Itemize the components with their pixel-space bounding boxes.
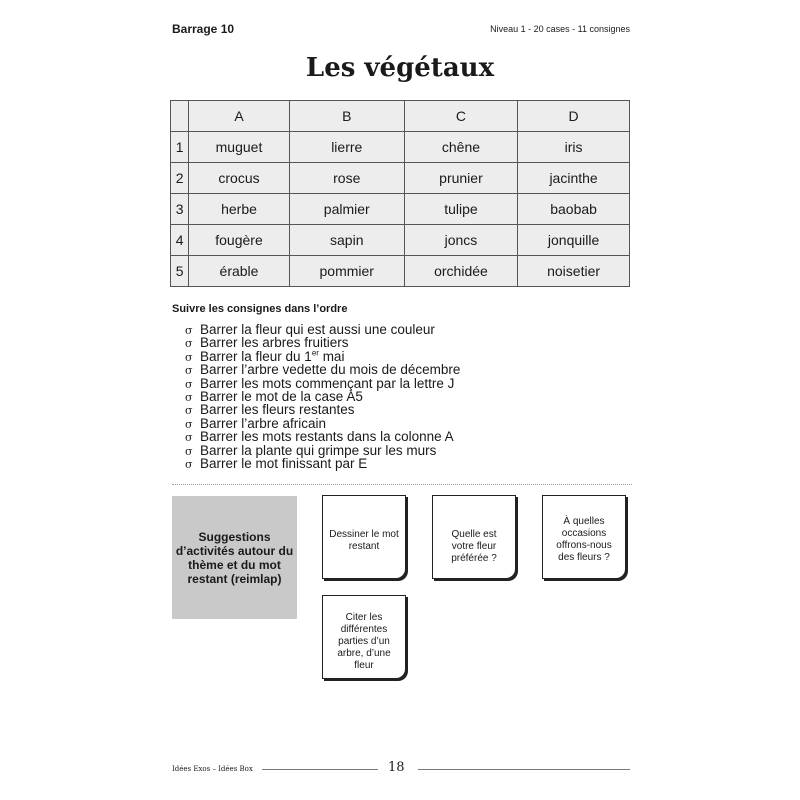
section-divider: [172, 484, 632, 485]
footer-rule-right: [418, 769, 630, 770]
grid-cell: prunier: [404, 163, 517, 194]
bullet-icon: σ: [185, 444, 193, 458]
instruction-text: Barrer la fleur qui est aussi une couleur: [200, 322, 435, 337]
grid-cell: fougère: [189, 225, 290, 256]
grid-cell: baobab: [518, 194, 630, 225]
grid-cell: sapin: [289, 225, 404, 256]
bullet-icon: σ: [185, 391, 193, 405]
grid-cell: chêne: [404, 132, 517, 163]
grid-row-header: 3: [171, 194, 189, 225]
instructions-title: Suivre les consignes dans l’ordre: [172, 303, 348, 315]
grid-column-header: C: [404, 101, 517, 132]
instruction-text: Barrer l’arbre vedette du mois de décembre: [200, 362, 461, 378]
grid-cell: tulipe: [404, 194, 517, 225]
bullet-icon: σ: [185, 417, 193, 431]
instruction-text: Barrer les arbres fruitiers: [200, 335, 349, 351]
bullet-icon: σ: [185, 350, 193, 364]
grid-row: [171, 163, 630, 194]
grid-cell: palmier: [289, 194, 404, 225]
page-number: 18: [388, 760, 405, 775]
activity-card: [322, 595, 406, 679]
grid-cell: pommier: [289, 256, 404, 287]
grid-cell: rose: [289, 163, 404, 194]
word-grid: [170, 100, 630, 287]
activity-card-text: À quelles occasions offrons-nous des fleurs ?: [556, 516, 612, 563]
grid-corner-cell: [171, 101, 189, 132]
bullet-icon: σ: [185, 404, 193, 418]
instruction-text-tail: mai: [318, 348, 345, 364]
grid-column-header: B: [289, 101, 404, 132]
footer-rule-left: [262, 769, 378, 770]
bullet-icon: σ: [185, 431, 193, 445]
instructions-list: [185, 324, 460, 471]
activity-card-text: Dessiner le mot restant: [329, 529, 399, 552]
footer-brand: Idées Exos – Idées Box: [172, 765, 253, 773]
activity-card-text: Quelle est votre fleur préférée ?: [451, 529, 497, 564]
grid-cell: muguet: [189, 132, 290, 163]
instruction-superscript: er: [311, 348, 319, 358]
instruction-text: Barrer le mot finissant par E: [200, 456, 368, 472]
instruction-text: Barrer les mots commençant par la lettre J: [200, 375, 455, 391]
grid-row: [171, 256, 630, 287]
bullet-icon: σ: [185, 324, 193, 337]
instruction-text: Barrer les fleurs restantes: [200, 402, 355, 418]
instruction-text: Barrer l’arbre africain: [200, 415, 327, 431]
level-info: Niveau 1 - 20 cases - 11 consignes: [490, 24, 630, 34]
activity-card: [542, 495, 626, 579]
instruction-item: [185, 458, 460, 471]
bullet-icon: σ: [185, 377, 193, 391]
grid-cell: jonquille: [518, 225, 630, 256]
grid-row: [171, 194, 630, 225]
grid-row: [171, 132, 630, 163]
grid-row-header: 5: [171, 256, 189, 287]
grid-cell: orchidée: [404, 256, 517, 287]
bullet-icon: σ: [185, 364, 193, 378]
grid-cell: jacinthe: [518, 163, 630, 194]
grid-cell: iris: [518, 132, 630, 163]
grid-cell: herbe: [189, 194, 290, 225]
grid-cell: crocus: [189, 163, 290, 194]
exercise-label: Barrage 10: [172, 22, 235, 36]
grid-header-row: [171, 101, 630, 132]
grid-row-header: 2: [171, 163, 189, 194]
grid-column-header: A: [189, 101, 290, 132]
page-title: Les végétaux: [305, 53, 495, 83]
instruction-text: Barrer la fleur du 1: [200, 348, 312, 364]
grid-row-header: 4: [171, 225, 189, 256]
bullet-icon: σ: [185, 458, 193, 472]
instruction-text: Barrer les mots restants dans la colonne A: [200, 429, 454, 445]
suggestions-title: Suggestions d’activités autour du thème et du mot restant (reimlap): [175, 529, 294, 586]
grid-cell: lierre: [289, 132, 404, 163]
grid-cell: joncs: [404, 225, 517, 256]
instruction-text: Barrer le mot de la case A5: [200, 389, 363, 405]
suggestions-box: [172, 496, 297, 619]
bullet-icon: σ: [185, 337, 193, 351]
grid-cell: érable: [189, 256, 290, 287]
activity-card: [432, 495, 516, 579]
instruction-text: Barrer la plante qui grimpe sur les murs: [200, 442, 437, 458]
activity-card-text: Citer les différentes parties d’un arbre, d’une fleur: [337, 612, 391, 671]
grid-column-header: D: [518, 101, 630, 132]
grid-row-header: 1: [171, 132, 189, 163]
grid-cell: noisetier: [518, 256, 630, 287]
activity-card: [322, 495, 406, 579]
grid-row: [171, 225, 630, 256]
